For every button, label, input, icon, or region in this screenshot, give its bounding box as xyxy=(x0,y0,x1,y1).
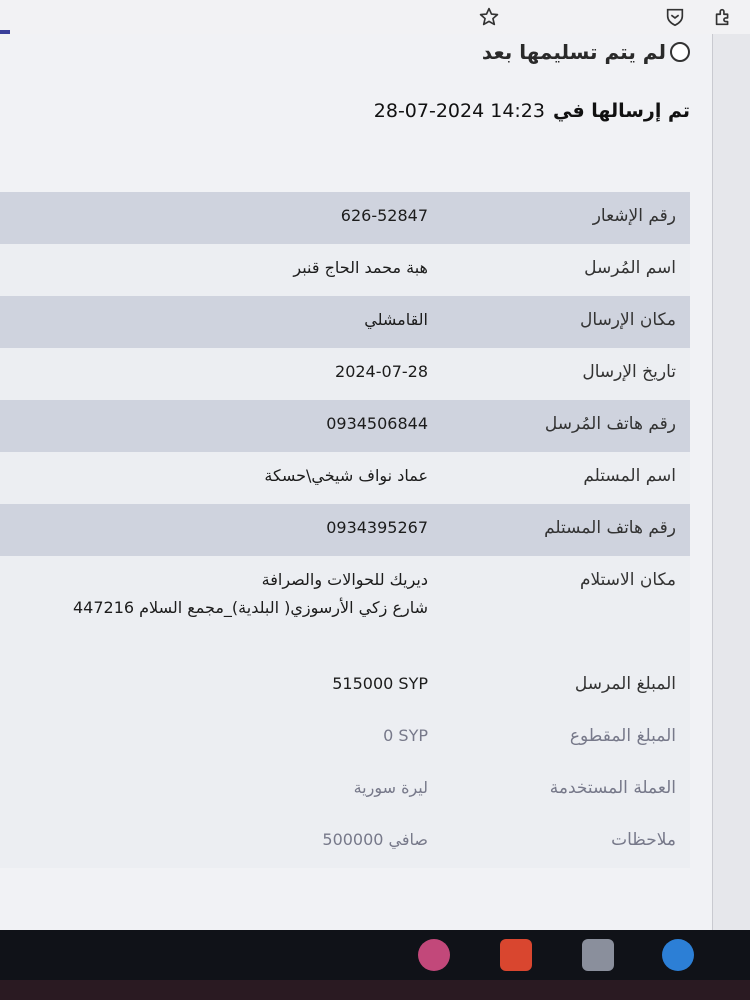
row-value: ليرة سورية xyxy=(353,778,428,797)
row-value: 0934395267 xyxy=(326,518,428,537)
row-label: تاريخ الإرسال xyxy=(582,362,676,382)
row-label: رقم الإشعار xyxy=(592,206,676,226)
shield-icon[interactable] xyxy=(664,6,686,28)
row-value: 2024-07-28 xyxy=(335,362,428,381)
row-label: المبلغ المرسل xyxy=(574,674,676,694)
row-label: رقم هاتف المُرسل xyxy=(544,414,676,434)
browser-app-icon[interactable] xyxy=(418,939,450,971)
edge-app-icon[interactable] xyxy=(662,939,694,971)
row-value: عماد نواف شيخي\حسكة xyxy=(264,466,428,485)
row-label: ملاحظات xyxy=(611,830,676,850)
row-value: ديريك للحوالات والصرافة xyxy=(261,570,428,589)
file-app-icon[interactable] xyxy=(582,939,614,971)
table-row xyxy=(0,192,690,244)
star-icon[interactable] xyxy=(478,6,500,28)
row-value: 0934506844 xyxy=(326,414,428,433)
office-app-icon[interactable] xyxy=(500,939,532,971)
row-label: رقم هاتف المستلم xyxy=(544,518,676,538)
table-row xyxy=(0,452,690,504)
delivery-status xyxy=(482,40,690,64)
row-value: صافي 500000 xyxy=(322,830,428,849)
row-value: 0 SYP xyxy=(383,726,428,745)
bottom-bezel xyxy=(0,980,750,1000)
table-row xyxy=(0,556,690,660)
row-value-line2: شارع زكي الأرسوزي( البلدية)_مجمع السلام 447216 xyxy=(72,598,428,617)
row-label: مكان الإرسال xyxy=(580,310,676,330)
page-content xyxy=(0,34,712,930)
row-value: 515000 SYP xyxy=(332,674,428,693)
scrollbar-track[interactable] xyxy=(712,34,750,930)
browser-toolbar xyxy=(0,0,750,35)
sent-label: تم إرسالها في xyxy=(552,100,690,122)
sent-value: 28-07-2024 14:23 xyxy=(373,100,545,122)
extension-icon[interactable] xyxy=(712,6,734,28)
row-value: القامشلي xyxy=(364,310,428,329)
status-radio-icon[interactable] xyxy=(670,42,690,62)
row-label: العملة المستخدمة xyxy=(549,778,676,798)
table-row xyxy=(0,712,690,764)
row-label: اسم المُرسل xyxy=(584,258,676,278)
table-row xyxy=(0,504,690,556)
table-row xyxy=(0,816,690,868)
transfer-details-table xyxy=(0,192,690,868)
row-label: مكان الاستلام xyxy=(579,570,676,590)
table-row xyxy=(0,296,690,348)
table-row xyxy=(0,348,690,400)
table-row xyxy=(0,400,690,452)
row-label: اسم المستلم xyxy=(583,466,676,486)
row-value: هبة محمد الحاج قنبر xyxy=(293,258,428,277)
delivery-status-label: لم يتم تسليمها بعد xyxy=(481,40,666,64)
sent-timestamp xyxy=(374,100,690,122)
row-value: 626-52847 xyxy=(340,206,428,225)
row-label: المبلغ المقطوع xyxy=(569,726,676,746)
taskbar xyxy=(0,930,750,980)
table-row xyxy=(0,764,690,816)
table-row xyxy=(0,244,690,296)
table-row xyxy=(0,660,690,712)
